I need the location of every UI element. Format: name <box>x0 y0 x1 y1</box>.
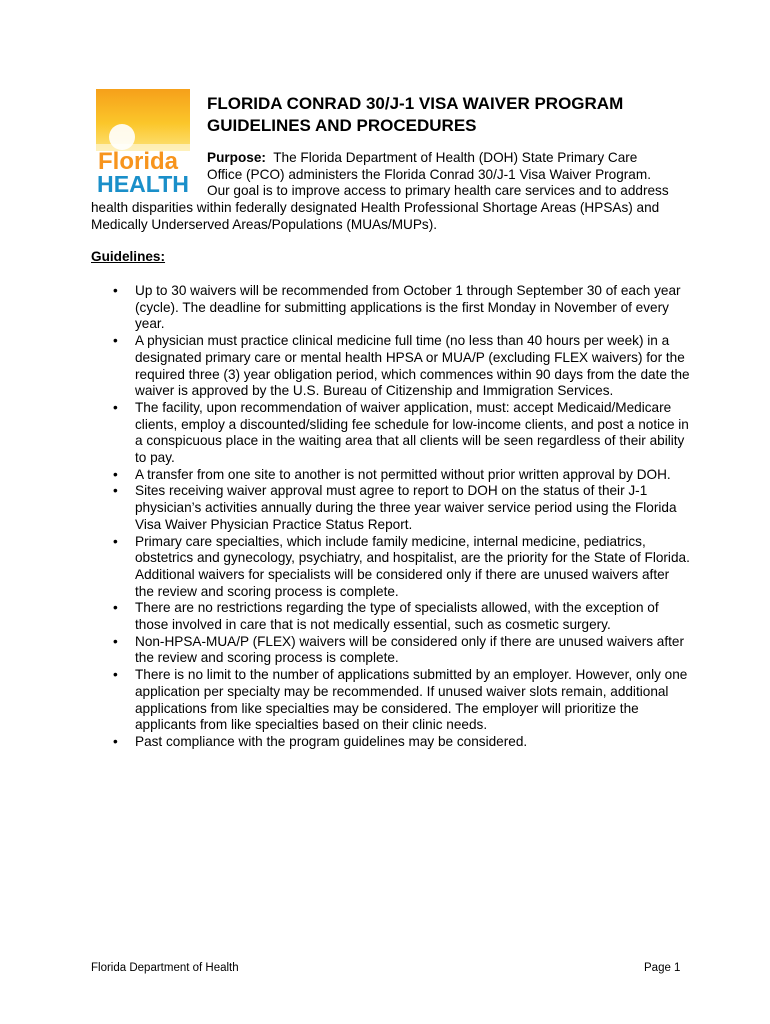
bullet-icon: • <box>113 466 118 482</box>
guideline-item <box>91 734 691 751</box>
bullet-icon: • <box>113 283 118 298</box>
guidelines-list <box>91 283 691 751</box>
guideline-text: There is no limit to the number of applications submitted by an employer. However, only one application per specialty may be recommended. If unused waiver slots remain, additional applications from like specialties may be considered. The employer will prioritize the applicants from like specialties based on their clinic needs. <box>135 667 688 733</box>
guideline-text: Past compliance with the program guidelines may be considered. <box>135 733 528 749</box>
guideline-text: Sites receiving waiver approval must agree to report to DOH on the status of their J-1 physician’s activities annually during the three year waiver service period using the Florida Visa Waiver Physician Practice Status Report. <box>135 483 677 532</box>
bullet-icon: • <box>113 667 118 683</box>
purpose-paragraph <box>91 150 691 234</box>
guideline-item <box>91 667 691 734</box>
guideline-text: The facility, upon recommendation of waiver application, must: accept Medicaid/Medicare clients, employ a discounted/sliding fee schedule for low-income clients, and post a notice in a conspicuous place in the waiting area that all clients will be seen regardless of their ability to pay. <box>135 399 689 466</box>
footer-organization: Florida Department of Health <box>91 962 239 974</box>
guideline-text: Non-HPSA-MUA/P (FLEX) waivers will be considered only if there are unused waivers after the review and scoring process is complete. <box>135 633 685 666</box>
purpose-line: Office (PCO) administers the Florida Conrad 30/J-1 Visa Waiver Program. <box>207 166 651 182</box>
guideline-item <box>91 483 691 533</box>
guideline-item <box>91 400 691 467</box>
guideline-text: Primary care specialties, which include family medicine, internal medicine, pediatrics, obstetrics and gynecology, psychiatry, and hospitalist, are the priority for the State of Florida. Additional waivers for specialists will be considered only if there are unused waivers after the review and scoring process is complete. <box>135 533 690 599</box>
bullet-icon: • <box>113 399 118 415</box>
guideline-item <box>91 600 691 633</box>
guidelines-heading <box>91 249 165 264</box>
guideline-item <box>91 333 691 400</box>
page-number: Page 1 <box>644 962 681 974</box>
purpose-line: Medically Underserved Areas/Populations (MUAs/MUPs). <box>91 216 438 232</box>
guideline-item <box>91 534 691 601</box>
guidelines-heading-colon: : <box>160 249 166 264</box>
guideline-item <box>91 634 691 667</box>
page-title: FLORIDA CONRAD 30/J-1 VISA WAIVER PROGRAM GUIDELINES AND PROCEDURES <box>207 94 624 135</box>
guideline-item <box>91 283 691 333</box>
bullet-icon: • <box>113 333 118 349</box>
guidelines-heading-text: Guidelines <box>91 249 161 264</box>
guideline-text: A transfer from one site to another is not permitted without prior written approval by DOH. <box>135 466 671 482</box>
purpose-line: health disparities within federally designated Health Professional Shortage Areas (HPSAs) and <box>91 200 660 216</box>
guideline-text: There are no restrictions regarding the type of specialists allowed, with the exception of those involved in care that is not medically essential, such as cosmetic surgery. <box>135 600 659 633</box>
bullet-icon: • <box>113 633 118 649</box>
logo-word-health: HEALTH <box>97 171 189 194</box>
guideline-item <box>91 467 691 484</box>
bullet-icon: • <box>113 733 118 749</box>
guideline-text: A physician must practice clinical medicine full time (no less than 40 hours per week) in a designated primary care or mental health HPSA or MUA/P (excluding FLEX waivers) for the required three (3) year obligation period, which commences within 90 days from the date the waiver is approved by the U.S. Bureau of Citizenship and Immigration Services. <box>135 333 690 399</box>
purpose-text: The Florida Department of Health (DOH) State Primary Care <box>273 150 638 165</box>
purpose-line <box>91 150 691 167</box>
bullet-icon: • <box>113 483 118 499</box>
purpose-line: Our goal is to improve access to primary health care services and to address <box>207 183 669 199</box>
bullet-icon: • <box>113 600 118 616</box>
purpose-label: Purpose: <box>207 150 266 165</box>
bullet-icon: • <box>113 533 118 549</box>
guideline-text: Up to 30 waivers will be recommended from October 1 through September 30 of each year (cycle). The deadline for submitting applications is the first Monday in November of every year. <box>135 283 681 332</box>
logo-word-florida: Florida <box>98 148 179 175</box>
